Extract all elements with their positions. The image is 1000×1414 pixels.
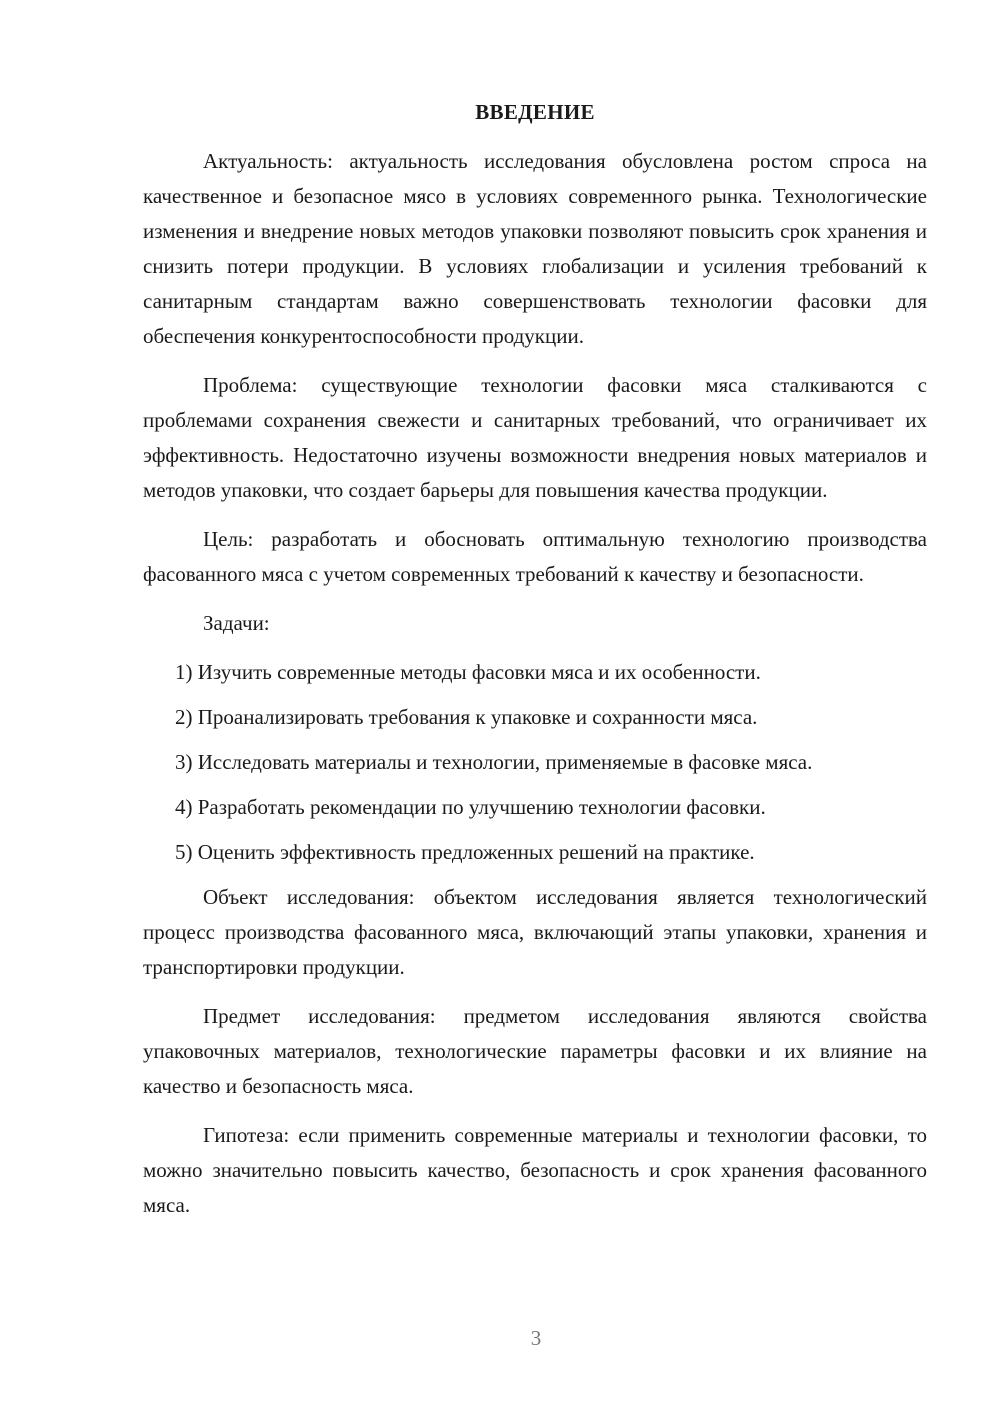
paragraph-goal: Цель: разработать и обосновать оптимальную технологию производства фасованного мяса с учетом современных требований к качеству и безопасности. [143,527,927,586]
page-title: ВВЕДЕНИЕ [475,100,595,124]
list-item: 1) Изучить современные методы фасовки мяса и их особенности. [175,660,761,684]
paragraph-object: Объект исследования: объектом исследования является технологический процесс производства фасованного мяса, включающий этапы упаковки, хранения и транспортировки продукции. [143,885,927,979]
page-content [143,95,927,1237]
paragraph-hypothesis: Гипотеза: если применить современные материалы и технологии фасовки, то можно значительно повысить качество, безопасность и срок хранения фасованного мяса. [143,1123,927,1217]
list-item: 2) Проанализировать требования к упаковке и сохранности мяса. [175,705,758,729]
list-item: 3) Исследовать материалы и технологии, применяемые в фасовке мяса. [175,750,813,774]
tasks-list [143,655,927,870]
paragraph-problem: Проблема: существующие технологии фасовки мяса сталкиваются с проблемами сохранения свежести и санитарных требований, что ограничивает их эффективность. Недостаточно изучены возможности внедрения новых материалов и методов упаковки, что создает барьеры для повышения качества продукции. [143,373,927,502]
tasks-heading: Задачи: [203,611,270,635]
list-item: 4) Разработать рекомендации по улучшению технологии фасовки. [175,795,766,819]
paragraph-relevance: Актуальность: актуальность исследования обусловлена ростом спроса на качественное и безопасное мясо в условиях современного рынка. Технологические изменения и внедрение новых методов упаковки позволяют повысить срок хранения и снизить потери продукции. В условиях глобализации и усиления требований к санитарным стандартам важно совершенствовать технологии фасовки для обеспечения конкурентоспособности продукции. [143,149,927,348]
paragraph-subject: Предмет исследования: предметом исследования являются свойства упаковочных материалов, технологические параметры фасовки и их влияние на качество и безопасность мяса. [143,1004,927,1098]
list-item: 5) Оценить эффективность предложенных решений на практике. [175,840,755,864]
page-number: 3 [530,1326,542,1350]
